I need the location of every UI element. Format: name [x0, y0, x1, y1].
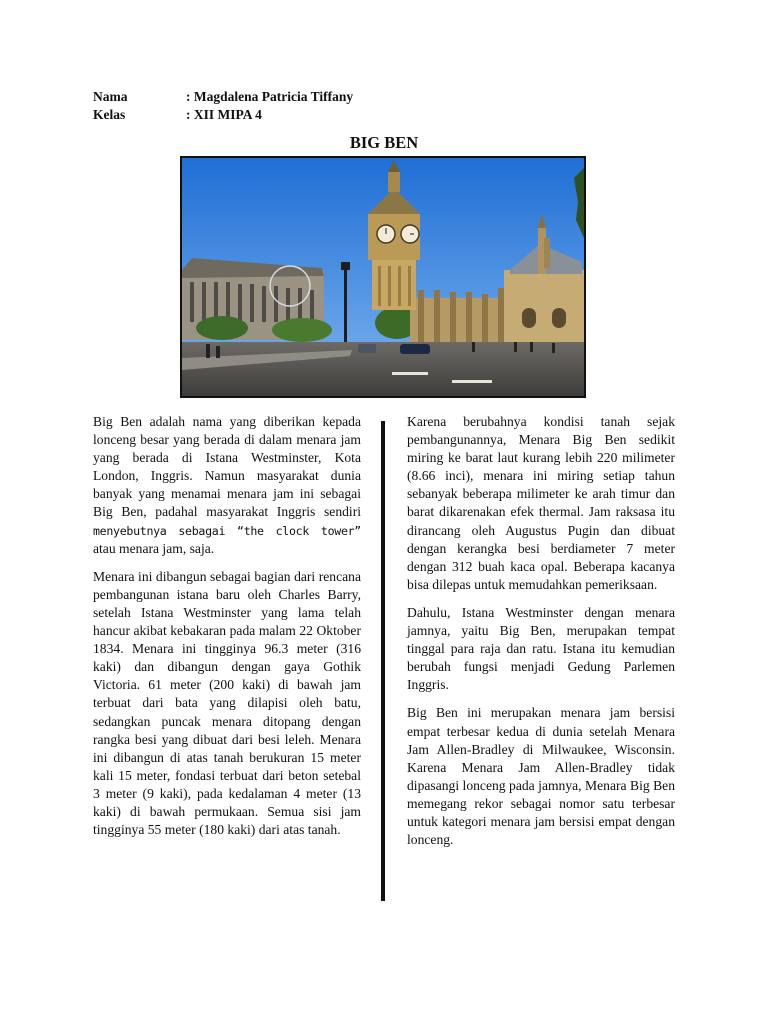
- left-paragraph-1: [93, 413, 361, 558]
- name-label: Nama: [93, 89, 128, 104]
- document-title: BIG BEN: [349, 133, 419, 152]
- big-ben-illustration: [182, 158, 584, 396]
- right-paragraph-3: Big Ben ini merupakan menara jam bersisi empat terbesar kedua di dunia setelah Menara Jam Allen-Bradley di Milwaukee, Wisconsin. Karena Menara Jam Allen-Bradley tidak dipasangi lonceng pada jamnya, Menara Big Ben memegang rekor sebagai nomor satu terbesar untuk kategori menara jam bersisi empat dengan lonceng.: [407, 705, 675, 848]
- name-value: : Magdalena Patricia Tiffany: [186, 89, 354, 104]
- left-column: [93, 413, 361, 849]
- left-paragraph-1-text: Big Ben adalah nama yang diberikan kepada lonceng besar yang berada di dalam menara jam yang berada di Istana Westminster, Kota London, Inggris. Namun masyarakat dunia banyak yang menamai menara jam ini sebagai Big Ben, padahal masyarakat Inggris sendiri: [93, 414, 361, 520]
- class-value: : XII MIPA 4: [186, 107, 262, 122]
- big-ben-photo: [180, 156, 586, 398]
- right-paragraph-1: Karena berubahnya kondisi tanah sejak pembangunannya, Menara Big Ben sedikit miring ke barat laut kurang lebih 220 milimeter (8.66 inci), menara ini miring setiap tahun sebanyak beberapa milimeter ke arah timur dan barat dikarenakan efek thermal. Jam raksasa itu dirancang oleh Augustus Pugin dan dibuat dengan kerangka besi berdiameter 7 meter dengan 312 buah kaca opal. Beberapa kacanya bisa dilepas untuk memudahkan pemeriksaan.: [407, 414, 675, 592]
- left-paragraph-1-end: atau menara jam, saja.: [93, 540, 215, 556]
- column-divider: [381, 421, 385, 901]
- left-paragraph-2: Menara ini dibangun sebagai bagian dari rencana pembangunan istana baru oleh Charles Barry, setelah Istana Westminster yang lama telah hancur akibat kebakaran pada malam 22 Oktober 1834. Menara ini tingginya 96.3 meter (316 kaki) dan dibangun dengan gaya Gothik Victoria. 61 meter (200 kaki) di bawah jam terbuat dari bata yang dilapisi oleh batu, sedangkan puncak menara ditopang dengan rangka besi yang dibuat dari besi leleh. Menara ini dibangun di atas tanah berukuran 15 meter kali 15 meter, fondasi terbuat dari beton setebal 3 meter (9 kaki), pada kedalaman 4 meter (13 kaki) di bawah permukaan. Semua sisi jam tingginya 55 meter (180 kaki) dari atas tanah.: [93, 568, 361, 838]
- clock-tower-quote: menyebutnya sebagai “the clock tower”: [93, 523, 361, 538]
- right-paragraph-2: Dahulu, Istana Westminster dengan menara jamnya, yaitu Big Ben, merupakan tempat tinggal para raja dan ratu. Istana itu kemudian berubah fungsi menjadi Gedung Parlemen Inggris.: [407, 604, 675, 693]
- class-label: Kelas: [93, 107, 126, 122]
- right-column: [407, 413, 675, 859]
